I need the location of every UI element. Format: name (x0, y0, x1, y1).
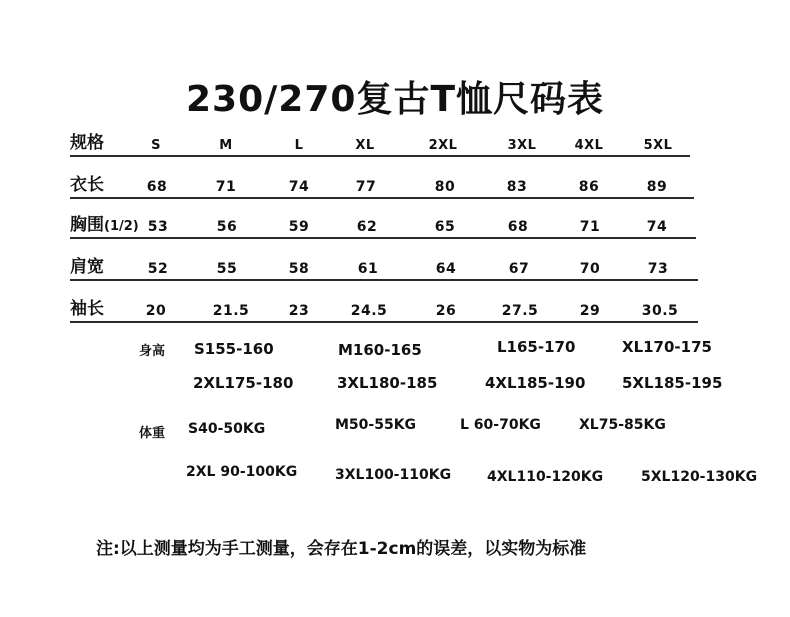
row-divider (70, 321, 698, 323)
weight-range: 3XL100-110KG (335, 467, 452, 483)
row-divider (70, 237, 696, 239)
size-value: 86 (578, 179, 600, 195)
weight-range: 5XL120-130KG (641, 469, 758, 485)
size-value: 62 (356, 219, 378, 235)
size-row-sleeve (70, 283, 698, 323)
height-range: XL170-175 (622, 338, 712, 356)
size-value: 89 (646, 179, 668, 195)
size-value: 29 (579, 303, 601, 319)
size-value: 24.5 (350, 303, 388, 319)
page-title: 230/270复古T恤尺码表 (186, 79, 604, 120)
size-value: 61 (357, 261, 379, 277)
height-range: 4XL185-190 (485, 374, 586, 392)
weight-range: L 60-70KG (460, 417, 541, 433)
row-divider (70, 155, 690, 157)
size-value: 80 (434, 179, 456, 195)
weight-range: 2XL 90-100KG (186, 464, 298, 480)
size-header-cell: 3XL (507, 138, 537, 153)
row-label: 衣长 (70, 175, 104, 195)
size-value: 71 (579, 219, 601, 235)
size-value: 53 (147, 219, 169, 235)
row-divider (70, 279, 698, 281)
size-value: 59 (288, 219, 310, 235)
size-value: 64 (435, 261, 457, 277)
size-value: 52 (147, 261, 169, 277)
weight-range: M50-55KG (335, 417, 417, 433)
height-range: L165-170 (497, 338, 576, 356)
size-header-row (70, 117, 690, 157)
size-value: 56 (216, 219, 238, 235)
size-value: 58 (288, 261, 310, 277)
row-label: 袖长 (70, 299, 104, 319)
weight-label: 体重 (139, 426, 166, 441)
size-row-length (70, 159, 694, 199)
size-value: 77 (355, 179, 377, 195)
size-header-cell: 2XL (428, 138, 458, 153)
size-row-shoulder (70, 241, 698, 281)
size-header-cell: 5XL (643, 138, 673, 153)
size-value: 55 (216, 261, 238, 277)
size-value: 70 (579, 261, 601, 277)
height-range: 2XL175-180 (193, 374, 294, 392)
size-value: 27.5 (501, 303, 539, 319)
size-value: 30.5 (641, 303, 679, 319)
size-value: 68 (146, 179, 168, 195)
size-value: 21.5 (212, 303, 250, 319)
height-label: 身高 (139, 344, 166, 359)
size-row-chest (70, 199, 696, 239)
size-value: 26 (435, 303, 457, 319)
size-header-cell: S (151, 138, 161, 153)
size-value: 74 (646, 219, 668, 235)
row-label: 肩宽 (70, 257, 104, 277)
size-header-cell: M (219, 138, 233, 153)
size-value: 67 (508, 261, 530, 277)
weight-range: XL75-85KG (579, 417, 666, 433)
size-header-cell: L (294, 138, 304, 153)
weight-range: S40-50KG (188, 421, 266, 437)
size-value: 71 (215, 179, 237, 195)
size-value: 65 (434, 219, 456, 235)
measurement-note: 注:以上测量均为手工测量，会存在1-2cm的误差，以实物为标准 (96, 539, 587, 559)
height-range: 5XL185-195 (622, 374, 723, 392)
height-range: 3XL180-185 (337, 374, 438, 392)
size-value: 20 (145, 303, 167, 319)
size-value: 23 (288, 303, 310, 319)
size-value: 74 (288, 179, 310, 195)
row-label: 胸围(1/2) (70, 215, 139, 235)
size-value: 83 (506, 179, 528, 195)
size-header-cell: XL (355, 138, 375, 153)
size-value: 68 (507, 219, 529, 235)
size-header-cell: 4XL (574, 138, 604, 153)
size-value: 73 (647, 261, 669, 277)
spec-label: 规格 (70, 133, 104, 153)
height-range: M160-165 (338, 341, 422, 359)
weight-range: 4XL110-120KG (487, 469, 604, 485)
height-range: S155-160 (194, 340, 274, 358)
